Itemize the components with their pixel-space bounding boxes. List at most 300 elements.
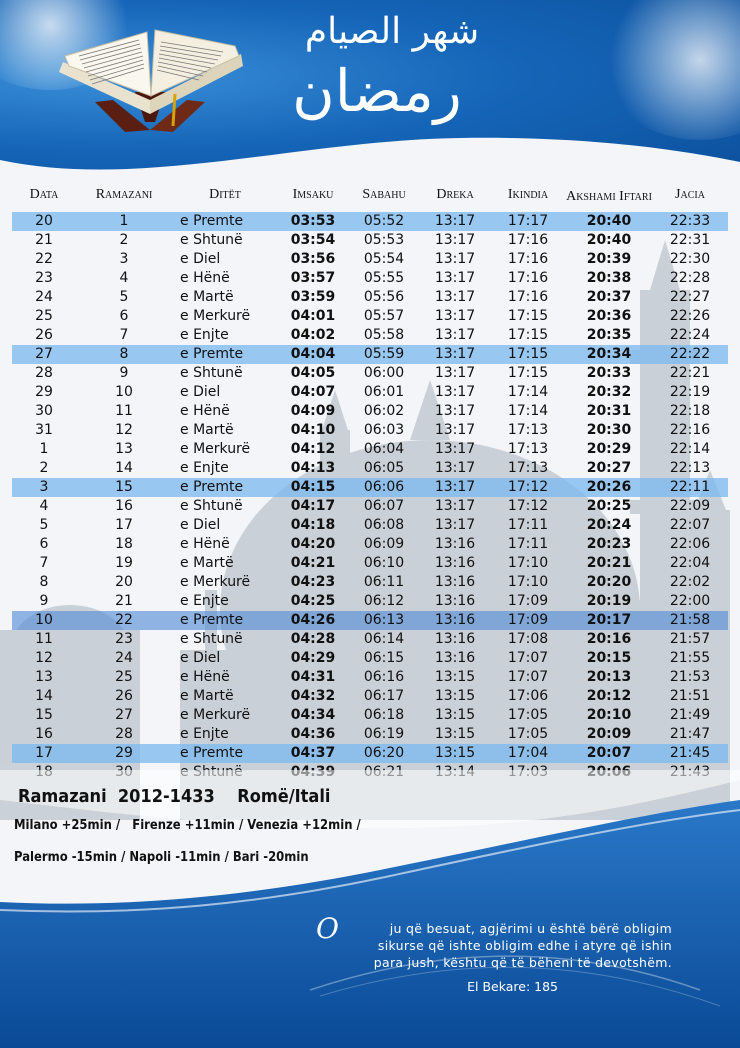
cell-imsaku: 04:21 — [290, 555, 336, 571]
cell-imsaku: 04:26 — [278, 611, 348, 630]
cell-ikindia: 17:14 — [507, 384, 549, 400]
cell-jacia: 21:58 — [652, 611, 728, 630]
cell-jacia: 22:30 — [669, 251, 711, 267]
cell-ramazani: 23 — [115, 631, 133, 647]
cell-jacia: 21:53 — [669, 669, 711, 685]
table-row — [12, 231, 728, 250]
cell-ikindia: 17:14 — [507, 403, 549, 419]
cell-akshami-iftari: 20:35 — [586, 327, 632, 343]
cell-akshami-iftari: 20:27 — [586, 460, 632, 476]
cell-dreka: 13:17 — [434, 384, 476, 400]
table-row — [12, 307, 728, 326]
table-row — [12, 668, 728, 687]
table-row — [12, 250, 728, 269]
cell-imsaku: 03:56 — [290, 251, 336, 267]
table-row — [12, 592, 728, 611]
cell-sabahu: 06:17 — [363, 688, 405, 704]
cell-dita: e Enjte — [180, 593, 229, 609]
cell-jacia: 21:55 — [669, 650, 711, 666]
cell-data: 11 — [35, 631, 53, 647]
cell-dreka: 13:17 — [420, 212, 490, 231]
cell-data: 8 — [39, 574, 49, 590]
cell-akshami-iftari: 20:21 — [586, 555, 632, 571]
cell-ikindia: 17:12 — [507, 498, 549, 514]
cell-ikindia: 17:07 — [507, 650, 549, 666]
cell-data: 6 — [39, 536, 49, 552]
cell-sabahu: 06:14 — [363, 631, 405, 647]
cell-ikindia: 17:11 — [507, 517, 549, 533]
cell-data: 30 — [35, 403, 53, 419]
cell-dita: e Hënë — [180, 536, 230, 552]
cell-jacia: 22:00 — [669, 593, 711, 609]
cell-akshami-iftari: 20:31 — [586, 403, 632, 419]
verse-line-3: para jush, kështu që të bëheni të devotshëm. — [373, 955, 672, 970]
cell-akshami-iftari: 20:38 — [586, 270, 632, 286]
col-header-ikindia: Ikindia — [507, 187, 549, 202]
cell-sabahu: 06:04 — [363, 441, 405, 457]
cell-dreka: 13:16 — [434, 555, 476, 571]
cell-jacia: 22:33 — [652, 212, 728, 231]
cell-dita: e Merkurë — [180, 707, 251, 723]
cell-imsaku: 04:04 — [278, 345, 348, 364]
cell-ramazani: 9 — [119, 365, 129, 381]
cell-sabahu: 06:08 — [363, 517, 405, 533]
cell-data: 28 — [35, 365, 53, 381]
cell-sabahu: 06:19 — [363, 726, 405, 742]
cell-imsaku: 04:37 — [278, 744, 348, 763]
cell-dreka: 13:17 — [434, 517, 476, 533]
table-row — [12, 744, 728, 763]
cell-jacia: 21:45 — [652, 744, 728, 763]
cell-dita: e Premte — [172, 212, 278, 231]
cell-akshami-iftari: 20:20 — [586, 574, 632, 590]
cell-akshami-iftari: 20:39 — [586, 251, 632, 267]
table-row — [12, 649, 728, 668]
col-header-jacia: Jacia — [675, 187, 705, 202]
cell-data: 12 — [35, 650, 53, 666]
table-row — [12, 402, 728, 421]
cell-ikindia: 17:09 — [490, 611, 566, 630]
cell-ramazani: 2 — [119, 232, 129, 248]
table-row — [12, 383, 728, 402]
city-offsets-line-2: Palermo -15min / Napoli -11min / Bari -20min — [14, 849, 309, 865]
cell-jacia: 22:31 — [669, 232, 711, 248]
cell-data: 2 — [39, 460, 49, 476]
cell-ramazani: 11 — [115, 403, 133, 419]
cell-akshami-iftari: 20:19 — [586, 593, 632, 609]
table-row — [12, 725, 728, 744]
cell-jacia: 22:22 — [652, 345, 728, 364]
sparkle-right — [600, 0, 740, 140]
cell-ikindia: 17:16 — [507, 232, 549, 248]
cell-ramazani: 27 — [115, 707, 133, 723]
cell-dreka: 13:16 — [434, 536, 476, 552]
cell-dreka: 13:17 — [420, 345, 490, 364]
cell-data: 31 — [35, 422, 53, 438]
cell-data: 10 — [12, 611, 76, 630]
cell-ikindia: 17:05 — [507, 707, 549, 723]
cell-dreka: 13:15 — [434, 688, 476, 704]
cell-ramazani: 28 — [115, 726, 133, 742]
cell-dita: e Shtunë — [180, 631, 243, 647]
table-row — [12, 288, 728, 307]
cell-sabahu: 06:16 — [363, 669, 405, 685]
cell-akshami-iftari: 20:15 — [586, 650, 632, 666]
table-row — [12, 630, 728, 649]
cell-sabahu: 05:58 — [363, 327, 405, 343]
cell-sabahu: 06:13 — [348, 611, 420, 630]
cell-ramazani: 21 — [115, 593, 133, 609]
cell-ramazani: 20 — [115, 574, 133, 590]
cell-akshami-iftari: 20:09 — [586, 726, 632, 742]
cell-dita: e Premte — [172, 345, 278, 364]
col-header-ramazani: Ramazani — [95, 187, 153, 202]
cell-dita: e Diel — [180, 384, 221, 400]
cell-jacia: 22:09 — [669, 498, 711, 514]
cell-imsaku: 04:02 — [290, 327, 336, 343]
cell-dita: e Premte — [172, 744, 278, 763]
col-header-akshami-iftari: Akshami Iftari — [566, 189, 652, 204]
cell-ramazani: 15 — [76, 478, 172, 497]
cell-akshami-iftari: 20:40 — [566, 212, 652, 231]
cell-ramazani: 22 — [76, 611, 172, 630]
cell-imsaku: 04:13 — [290, 460, 336, 476]
cell-imsaku: 03:54 — [290, 232, 336, 248]
table-row — [12, 459, 728, 478]
table-row — [12, 706, 728, 725]
cell-ikindia: 17:15 — [507, 308, 549, 324]
cell-jacia: 22:14 — [669, 441, 711, 457]
cell-jacia: 21:51 — [669, 688, 711, 704]
cell-akshami-iftari: 20:10 — [586, 707, 632, 723]
table-row — [12, 497, 728, 516]
cell-jacia: 22:06 — [669, 536, 711, 552]
cell-sabahu: 06:18 — [363, 707, 405, 723]
cell-dreka: 13:16 — [434, 593, 476, 609]
cell-dreka: 13:15 — [434, 669, 476, 685]
cell-ramazani: 5 — [119, 289, 129, 305]
cell-data: 26 — [35, 327, 53, 343]
cell-dita: e Merkurë — [180, 441, 251, 457]
cell-data: 5 — [39, 517, 49, 533]
cell-sabahu: 06:05 — [363, 460, 405, 476]
cell-jacia: 22:21 — [669, 365, 711, 381]
cell-ikindia: 17:15 — [490, 345, 566, 364]
cell-ikindia: 17:15 — [507, 365, 549, 381]
cell-jacia: 22:27 — [669, 289, 711, 305]
footer-wave — [0, 770, 740, 1048]
cell-ikindia: 17:04 — [490, 744, 566, 763]
cell-jacia: 22:19 — [669, 384, 711, 400]
cell-jacia: 22:11 — [652, 478, 728, 497]
cell-jacia: 21:57 — [669, 631, 711, 647]
cell-ikindia: 17:16 — [507, 251, 549, 267]
cell-sabahu: 05:52 — [348, 212, 420, 231]
cell-dreka: 13:17 — [434, 251, 476, 267]
cell-akshami-iftari: 20:29 — [586, 441, 632, 457]
cell-sabahu: 05:54 — [363, 251, 405, 267]
cell-ikindia: 17:06 — [507, 688, 549, 704]
cell-akshami-iftari: 20:37 — [586, 289, 632, 305]
cell-akshami-iftari: 20:24 — [586, 517, 632, 533]
cell-akshami-iftari: 20:07 — [566, 744, 652, 763]
col-header-data: Data — [29, 187, 59, 202]
cell-jacia: 22:28 — [669, 270, 711, 286]
cell-ramazani: 17 — [115, 517, 133, 533]
calligraphy-shahr-al-siyam: شهر الصيام — [304, 11, 480, 52]
cell-imsaku: 04:09 — [290, 403, 336, 419]
cell-imsaku: 04:12 — [290, 441, 336, 457]
cell-ikindia: 17:12 — [490, 478, 566, 497]
table-row — [12, 345, 728, 364]
cell-data: 29 — [35, 384, 53, 400]
cell-data: 24 — [35, 289, 53, 305]
cell-akshami-iftari: 20:34 — [566, 345, 652, 364]
col-header-dreka: Dreka — [436, 187, 474, 202]
cell-ikindia: 17:13 — [507, 441, 549, 457]
cell-ramazani: 24 — [115, 650, 133, 666]
cell-akshami-iftari: 20:33 — [586, 365, 632, 381]
cell-ramazani: 29 — [76, 744, 172, 763]
cell-sabahu: 05:56 — [363, 289, 405, 305]
cell-dita: e Shtunë — [180, 365, 243, 381]
cell-data: 27 — [12, 345, 76, 364]
cell-dreka: 13:17 — [434, 441, 476, 457]
cell-imsaku: 04:28 — [290, 631, 336, 647]
cell-sabahu: 06:15 — [363, 650, 405, 666]
cell-sabahu: 05:55 — [363, 270, 405, 286]
cell-jacia: 22:04 — [669, 555, 711, 571]
cell-dreka: 13:15 — [420, 744, 490, 763]
cell-dreka: 13:17 — [434, 422, 476, 438]
table-body — [12, 212, 728, 782]
cell-akshami-iftari: 20:32 — [586, 384, 632, 400]
cell-imsaku: 03:59 — [290, 289, 336, 305]
table-row — [12, 440, 728, 459]
cell-dreka: 13:16 — [420, 611, 490, 630]
cell-dita: e Merkurë — [180, 308, 251, 324]
cell-jacia: 22:26 — [669, 308, 711, 324]
verse-line-1: ju që besuat, agjërimi u është bërë obligim — [389, 921, 672, 936]
cell-imsaku: 04:31 — [290, 669, 336, 685]
verse-source: El Bekare: 185 — [467, 979, 558, 994]
table-row — [12, 687, 728, 706]
cell-imsaku: 04:32 — [290, 688, 336, 704]
cell-dita: e Premte — [172, 611, 278, 630]
cell-imsaku: 04:18 — [290, 517, 336, 533]
cell-dita: e Martë — [180, 422, 234, 438]
cell-dita: e Merkurë — [180, 574, 251, 590]
cell-jacia: 22:24 — [669, 327, 711, 343]
cell-dreka: 13:17 — [434, 232, 476, 248]
cell-dita: e Diel — [180, 251, 221, 267]
cell-ikindia: 17:13 — [507, 460, 549, 476]
cell-dreka: 13:17 — [434, 289, 476, 305]
cell-dita: e Hënë — [180, 270, 230, 286]
cell-data: 9 — [39, 593, 49, 609]
cell-ikindia: 17:16 — [507, 270, 549, 286]
col-header-sabahu: Sabahu — [362, 187, 406, 202]
cell-sabahu: 06:12 — [363, 593, 405, 609]
table-row — [12, 554, 728, 573]
cell-dita: e Diel — [180, 517, 221, 533]
cell-dita: e Enjte — [180, 726, 229, 742]
cell-akshami-iftari: 20:23 — [586, 536, 632, 552]
cell-jacia: 22:13 — [669, 460, 711, 476]
verse-line-2: sikurse që ishte obligim edhe i atyre që ishin — [377, 938, 672, 953]
cell-dita: e Martë — [180, 688, 234, 704]
cell-dreka: 13:17 — [434, 308, 476, 324]
cell-jacia: 22:07 — [669, 517, 711, 533]
cell-data: 3 — [12, 478, 76, 497]
cell-ikindia: 17:08 — [507, 631, 549, 647]
cell-imsaku: 04:07 — [290, 384, 336, 400]
cell-sabahu: 05:53 — [363, 232, 405, 248]
cell-imsaku: 04:29 — [290, 650, 336, 666]
cell-ikindia: 17:09 — [507, 593, 549, 609]
cell-akshami-iftari: 20:40 — [586, 232, 632, 248]
cell-dreka: 13:15 — [434, 707, 476, 723]
cell-sabahu: 06:10 — [363, 555, 405, 571]
cell-sabahu: 06:07 — [363, 498, 405, 514]
cell-ramazani: 16 — [115, 498, 133, 514]
cell-akshami-iftari: 20:30 — [586, 422, 632, 438]
cell-sabahu: 06:09 — [363, 536, 405, 552]
cell-sabahu: 06:20 — [348, 744, 420, 763]
cell-dita: e Martë — [180, 555, 234, 571]
cell-akshami-iftari: 20:26 — [566, 478, 652, 497]
verse-initial: O — [316, 912, 339, 945]
cell-ramazani: 12 — [115, 422, 133, 438]
cell-ikindia: 17:15 — [507, 327, 549, 343]
cell-akshami-iftari: 20:25 — [586, 498, 632, 514]
cell-dita: e Shtunë — [180, 498, 243, 514]
cell-imsaku: 03:53 — [278, 212, 348, 231]
cell-ikindia: 17:16 — [507, 289, 549, 305]
cell-dreka: 13:17 — [434, 460, 476, 476]
cell-data: 13 — [35, 669, 53, 685]
cell-dreka: 13:17 — [434, 270, 476, 286]
table-row — [12, 326, 728, 345]
cell-imsaku: 04:05 — [290, 365, 336, 381]
cell-ramazani: 10 — [115, 384, 133, 400]
cell-ramazani: 18 — [115, 536, 133, 552]
cell-data: 23 — [35, 270, 53, 286]
cell-ramazani: 3 — [119, 251, 129, 267]
table-row — [12, 535, 728, 554]
prayer-times-table — [12, 178, 728, 782]
cell-dreka: 13:16 — [434, 650, 476, 666]
cell-ikindia: 17:05 — [507, 726, 549, 742]
cell-data: 14 — [35, 688, 53, 704]
cell-sabahu: 06:06 — [348, 478, 420, 497]
cell-ramazani: 4 — [119, 270, 129, 286]
cell-ikindia: 17:11 — [507, 536, 549, 552]
cell-data: 17 — [12, 744, 76, 763]
cell-sabahu: 05:57 — [363, 308, 405, 324]
cell-ramazani: 25 — [115, 669, 133, 685]
cell-ramazani: 13 — [115, 441, 133, 457]
cell-data: 20 — [12, 212, 76, 231]
cell-jacia: 21:49 — [669, 707, 711, 723]
cell-dita: e Diel — [180, 650, 221, 666]
cell-ramazani: 19 — [115, 555, 133, 571]
cell-imsaku: 04:36 — [290, 726, 336, 742]
cell-data: 25 — [35, 308, 53, 324]
cell-data: 4 — [39, 498, 49, 514]
cell-dreka: 13:17 — [434, 365, 476, 381]
cell-dreka: 13:16 — [434, 574, 476, 590]
table-row — [12, 269, 728, 288]
cell-imsaku: 04:01 — [290, 308, 336, 324]
table-row — [12, 516, 728, 535]
cell-sabahu: 06:02 — [363, 403, 405, 419]
cell-ikindia: 17:10 — [507, 555, 549, 571]
cell-dita: e Hënë — [180, 403, 230, 419]
col-header-ditet: Ditët — [209, 187, 241, 202]
cell-dreka: 13:17 — [434, 498, 476, 514]
cell-ramazani: 7 — [119, 327, 129, 343]
cell-dreka: 13:17 — [434, 403, 476, 419]
cell-ikindia: 17:17 — [490, 212, 566, 231]
cell-imsaku: 04:10 — [290, 422, 336, 438]
cell-data: 7 — [39, 555, 49, 571]
cell-akshami-iftari: 20:17 — [566, 611, 652, 630]
cell-dita: e Enjte — [180, 327, 229, 343]
cell-data: 22 — [35, 251, 53, 267]
cell-data: 21 — [35, 232, 53, 248]
quran-verse — [300, 912, 672, 994]
cell-imsaku: 04:25 — [290, 593, 336, 609]
cell-imsaku: 04:23 — [290, 574, 336, 590]
cell-dreka: 13:15 — [434, 726, 476, 742]
table-row — [12, 573, 728, 592]
cell-dita: e Hënë — [180, 669, 230, 685]
cell-ikindia: 17:13 — [507, 422, 549, 438]
cell-dreka: 13:17 — [434, 327, 476, 343]
cell-imsaku: 04:34 — [290, 707, 336, 723]
cell-jacia: 22:02 — [669, 574, 711, 590]
cell-data: 15 — [35, 707, 53, 723]
cell-akshami-iftari: 20:16 — [586, 631, 632, 647]
cell-dita: e Enjte — [180, 460, 229, 476]
table-row — [12, 421, 728, 440]
cell-akshami-iftari: 20:36 — [586, 308, 632, 324]
cell-imsaku: 04:15 — [278, 478, 348, 497]
cell-sabahu: 06:01 — [363, 384, 405, 400]
cell-ramazani: 6 — [119, 308, 129, 324]
cell-dreka: 13:17 — [420, 478, 490, 497]
cell-akshami-iftari: 20:13 — [586, 669, 632, 685]
city-offsets-line-1: Milano +25min / Firenze +11min / Venezia +12min / — [14, 817, 361, 833]
quran-book-icon — [55, 22, 245, 132]
cell-ramazani: 14 — [115, 460, 133, 476]
cell-sabahu: 05:59 — [348, 345, 420, 364]
cell-imsaku: 04:17 — [290, 498, 336, 514]
cell-akshami-iftari: 20:12 — [586, 688, 632, 704]
cell-sabahu: 06:03 — [363, 422, 405, 438]
cell-ramazani: 1 — [76, 212, 172, 231]
calligraphy-ramadan: رمضان — [292, 57, 462, 125]
cell-data: 1 — [39, 441, 49, 457]
cell-dita: e Martë — [180, 289, 234, 305]
prayer-times-table-container — [12, 178, 728, 782]
table-header-row — [12, 178, 728, 212]
cell-imsaku: 03:57 — [290, 270, 336, 286]
cell-dreka: 13:16 — [434, 631, 476, 647]
col-header-imsaku: Imsaku — [292, 187, 334, 202]
cell-ramazani: 8 — [76, 345, 172, 364]
